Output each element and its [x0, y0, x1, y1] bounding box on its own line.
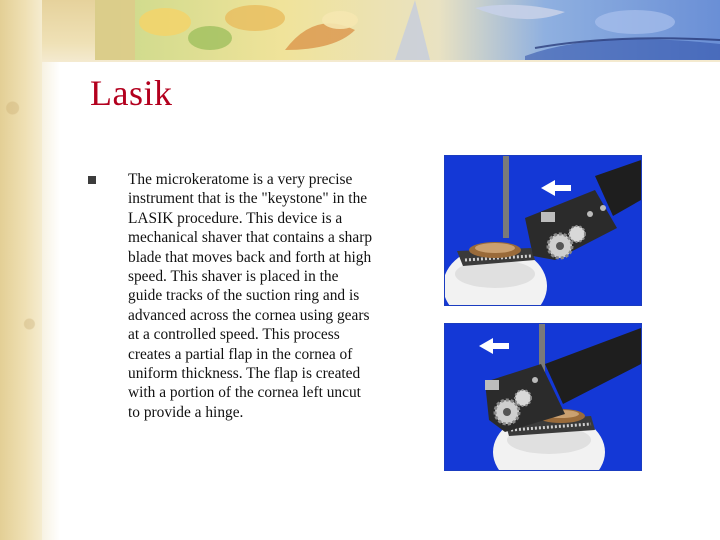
slide-title: Lasik: [90, 73, 173, 113]
microkeratome-advanced-illustration: [444, 323, 642, 471]
body-paragraph: The microkeratome is a very precise instrument that is the "keystone" in the LASIK procedure. This device is a mechanical shaver that contains a sharp blade that moves back and forth at high speed. This shaver is placed in the guide tracks of the suction ring and is advanced across the cornea using gears at a controlled speed. This process creates a partial flap in the cornea of uniform thickness. The flap is created with a portion of the cornea left uncut to provide a hinge.: [128, 171, 373, 421]
parchment-left-border: [0, 0, 42, 540]
bullet-marker: [88, 176, 96, 184]
floral-banner: [95, 0, 720, 60]
microkeratome-start-illustration: [444, 155, 642, 306]
